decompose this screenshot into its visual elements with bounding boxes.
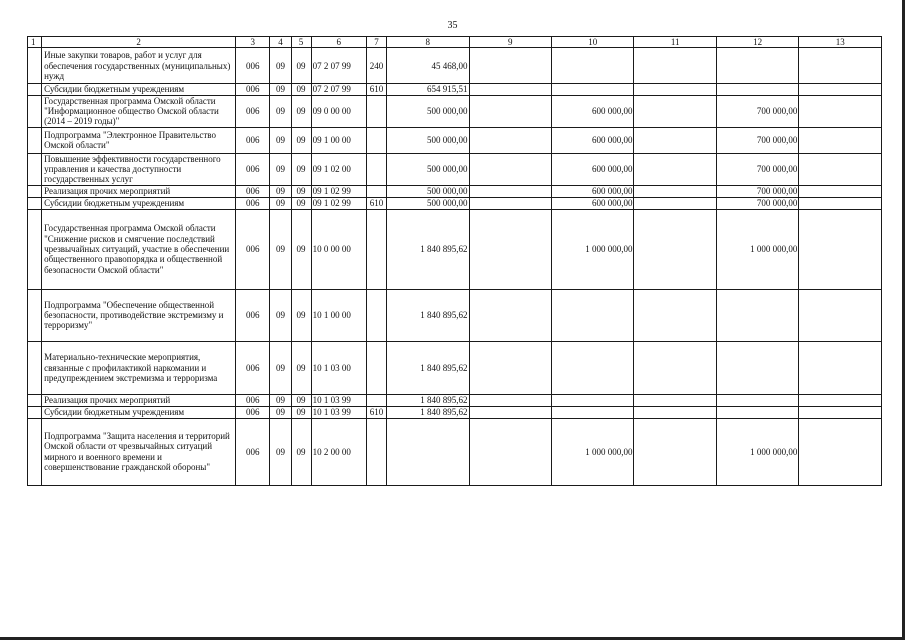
amount-col13-cell bbox=[799, 289, 882, 341]
table-row bbox=[28, 48, 882, 84]
section-code-cell: 09 bbox=[270, 197, 291, 209]
expense-type-cell bbox=[366, 394, 386, 406]
amount-col8-cell: 45 468,00 bbox=[387, 48, 469, 84]
subsection-code-cell: 09 bbox=[291, 394, 311, 406]
amount-col11-cell bbox=[634, 185, 716, 197]
column-number: 7 bbox=[366, 37, 386, 48]
amount-col10-cell: 1 000 000,00 bbox=[551, 418, 633, 485]
amount-col10-cell: 600 000,00 bbox=[551, 197, 633, 209]
expense-type-cell bbox=[366, 289, 386, 341]
table-row bbox=[28, 185, 882, 197]
expense-type-cell: 610 bbox=[366, 197, 386, 209]
subsection-code-cell: 09 bbox=[291, 127, 311, 153]
column-number-row bbox=[28, 37, 882, 48]
target-article-cell: 10 1 03 99 bbox=[311, 394, 366, 406]
amount-col8-cell: 1 840 895,62 bbox=[387, 394, 469, 406]
row-name-cell: Субсидии бюджетным учреждениям bbox=[42, 406, 236, 418]
amount-col13-cell bbox=[799, 84, 882, 95]
amount-col11-cell bbox=[634, 153, 716, 185]
column-number: 6 bbox=[311, 37, 366, 48]
amount-col12-cell: 700 000,00 bbox=[716, 95, 798, 127]
amount-col11-cell bbox=[634, 48, 716, 84]
table-row bbox=[28, 418, 882, 485]
amount-col9-cell bbox=[469, 95, 551, 127]
subsection-code-cell: 09 bbox=[291, 48, 311, 84]
subsection-code-cell: 09 bbox=[291, 197, 311, 209]
subsection-code-cell: 09 bbox=[291, 341, 311, 394]
amount-col9-cell bbox=[469, 418, 551, 485]
row-name-cell: Реализация прочих мероприятий bbox=[42, 185, 236, 197]
expense-type-cell bbox=[366, 418, 386, 485]
target-article-cell: 10 1 00 00 bbox=[311, 289, 366, 341]
target-article-cell: 09 1 00 00 bbox=[311, 127, 366, 153]
amount-col12-cell bbox=[716, 341, 798, 394]
amount-col9-cell bbox=[469, 185, 551, 197]
ministry-code-cell: 006 bbox=[236, 406, 270, 418]
column-number: 12 bbox=[716, 37, 798, 48]
subsection-code-cell: 09 bbox=[291, 84, 311, 95]
amount-col12-cell: 700 000,00 bbox=[716, 153, 798, 185]
expense-type-cell bbox=[366, 153, 386, 185]
table-row bbox=[28, 153, 882, 185]
amount-col10-cell bbox=[551, 48, 633, 84]
row-number-cell bbox=[28, 185, 42, 197]
target-article-cell: 10 2 00 00 bbox=[311, 418, 366, 485]
row-number-cell bbox=[28, 418, 42, 485]
column-number: 8 bbox=[387, 37, 469, 48]
amount-col8-cell: 1 840 895,62 bbox=[387, 341, 469, 394]
target-article-cell: 09 1 02 99 bbox=[311, 197, 366, 209]
amount-col10-cell: 600 000,00 bbox=[551, 185, 633, 197]
amount-col13-cell bbox=[799, 341, 882, 394]
row-name-cell: Материально-технические мероприятия, связанные с профилактикой наркомании и предупреждением экстремизма и терроризма bbox=[42, 341, 236, 394]
target-article-cell: 07 2 07 99 bbox=[311, 84, 366, 95]
row-number-cell bbox=[28, 341, 42, 394]
row-number-cell bbox=[28, 153, 42, 185]
column-number: 4 bbox=[270, 37, 291, 48]
amount-col13-cell bbox=[799, 394, 882, 406]
row-number-cell bbox=[28, 289, 42, 341]
amount-col13-cell bbox=[799, 48, 882, 84]
row-name-cell: Иные закупки товаров, работ и услуг для обеспечения государственных (муниципальных) нужд bbox=[42, 48, 236, 84]
table-row bbox=[28, 209, 882, 289]
amount-col11-cell bbox=[634, 394, 716, 406]
amount-col12-cell bbox=[716, 394, 798, 406]
amount-col8-cell: 500 000,00 bbox=[387, 197, 469, 209]
table-row bbox=[28, 341, 882, 394]
row-name-cell: Субсидии бюджетным учреждениям bbox=[42, 197, 236, 209]
target-article-cell: 09 1 02 99 bbox=[311, 185, 366, 197]
target-article-cell: 09 0 00 00 bbox=[311, 95, 366, 127]
amount-col12-cell bbox=[716, 84, 798, 95]
section-code-cell: 09 bbox=[270, 153, 291, 185]
row-number-cell bbox=[28, 95, 42, 127]
column-number: 5 bbox=[291, 37, 311, 48]
expense-type-cell: 610 bbox=[366, 406, 386, 418]
amount-col10-cell bbox=[551, 84, 633, 95]
amount-col11-cell bbox=[634, 418, 716, 485]
amount-col9-cell bbox=[469, 127, 551, 153]
section-code-cell: 09 bbox=[270, 394, 291, 406]
section-code-cell: 09 bbox=[270, 84, 291, 95]
amount-col8-cell: 1 840 895,62 bbox=[387, 406, 469, 418]
subsection-code-cell: 09 bbox=[291, 289, 311, 341]
subsection-code-cell: 09 bbox=[291, 418, 311, 485]
row-number-cell bbox=[28, 127, 42, 153]
amount-col11-cell bbox=[634, 84, 716, 95]
subsection-code-cell: 09 bbox=[291, 185, 311, 197]
amount-col12-cell: 700 000,00 bbox=[716, 197, 798, 209]
column-number: 1 bbox=[28, 37, 42, 48]
amount-col9-cell bbox=[469, 197, 551, 209]
amount-col13-cell bbox=[799, 197, 882, 209]
target-article-cell: 09 1 02 00 bbox=[311, 153, 366, 185]
target-article-cell: 10 1 03 00 bbox=[311, 341, 366, 394]
amount-col13-cell bbox=[799, 153, 882, 185]
table-row bbox=[28, 84, 882, 95]
amount-col11-cell bbox=[634, 127, 716, 153]
row-name-cell: Подпрограмма "Электронное Правительство Омской области" bbox=[42, 127, 236, 153]
amount-col8-cell: 500 000,00 bbox=[387, 153, 469, 185]
row-number-cell bbox=[28, 394, 42, 406]
table-row bbox=[28, 197, 882, 209]
subsection-code-cell: 09 bbox=[291, 406, 311, 418]
row-number-cell bbox=[28, 84, 42, 95]
ministry-code-cell: 006 bbox=[236, 127, 270, 153]
column-number: 3 bbox=[236, 37, 270, 48]
amount-col10-cell bbox=[551, 406, 633, 418]
amount-col12-cell: 1 000 000,00 bbox=[716, 418, 798, 485]
row-name-cell: Государственная программа Омской области "Снижение рисков и смягчение последствий чрезвычайных ситуаций, участие в обеспечении общественного правопорядка и общественной безопасности Омской области" bbox=[42, 209, 236, 289]
row-name-cell: Подпрограмма "Обеспечение общественной безопасности, противодействие экстремизму и терроризму" bbox=[42, 289, 236, 341]
row-name-cell: Подпрограмма "Защита населения и территорий Омской области от чрезвычайных ситуаций мирного и военного времени и совершенствование гражданской обороны" bbox=[42, 418, 236, 485]
column-number: 2 bbox=[42, 37, 236, 48]
page-number: 35 bbox=[447, 20, 458, 31]
ministry-code-cell: 006 bbox=[236, 418, 270, 485]
expense-type-cell bbox=[366, 95, 386, 127]
amount-col12-cell bbox=[716, 48, 798, 84]
amount-col9-cell bbox=[469, 341, 551, 394]
table-body bbox=[28, 48, 882, 485]
row-name-cell: Государственная программа Омской области "Информационное общество Омской области (2014 – 2019 годы)" bbox=[42, 95, 236, 127]
ministry-code-cell: 006 bbox=[236, 84, 270, 95]
amount-col12-cell bbox=[716, 289, 798, 341]
column-number: 13 bbox=[799, 37, 882, 48]
expense-type-cell bbox=[366, 209, 386, 289]
amount-col8-cell: 500 000,00 bbox=[387, 127, 469, 153]
amount-col9-cell bbox=[469, 289, 551, 341]
row-number-cell bbox=[28, 48, 42, 84]
table-row bbox=[28, 127, 882, 153]
table-row bbox=[28, 406, 882, 418]
amount-col12-cell: 700 000,00 bbox=[716, 127, 798, 153]
section-code-cell: 09 bbox=[270, 406, 291, 418]
amount-col11-cell bbox=[634, 341, 716, 394]
section-code-cell: 09 bbox=[270, 289, 291, 341]
row-name-cell: Субсидии бюджетным учреждениям bbox=[42, 84, 236, 95]
ministry-code-cell: 006 bbox=[236, 197, 270, 209]
row-name-cell: Повышение эффективности государственного управления и качества доступности государственных услуг bbox=[42, 153, 236, 185]
table-row bbox=[28, 95, 882, 127]
ministry-code-cell: 006 bbox=[236, 95, 270, 127]
amount-col10-cell: 600 000,00 bbox=[551, 153, 633, 185]
amount-col12-cell: 700 000,00 bbox=[716, 185, 798, 197]
amount-col11-cell bbox=[634, 209, 716, 289]
column-number: 9 bbox=[469, 37, 551, 48]
amount-col12-cell: 1 000 000,00 bbox=[716, 209, 798, 289]
row-number-cell bbox=[28, 209, 42, 289]
amount-col12-cell bbox=[716, 406, 798, 418]
amount-col10-cell: 600 000,00 bbox=[551, 127, 633, 153]
amount-col11-cell bbox=[634, 95, 716, 127]
table-row bbox=[28, 289, 882, 341]
amount-col8-cell: 1 840 895,62 bbox=[387, 289, 469, 341]
section-code-cell: 09 bbox=[270, 95, 291, 127]
row-name-cell: Реализация прочих мероприятий bbox=[42, 394, 236, 406]
row-number-cell bbox=[28, 197, 42, 209]
ministry-code-cell: 006 bbox=[236, 48, 270, 84]
amount-col10-cell bbox=[551, 289, 633, 341]
subsection-code-cell: 09 bbox=[291, 209, 311, 289]
table-row bbox=[28, 394, 882, 406]
amount-col11-cell bbox=[634, 197, 716, 209]
subsection-code-cell: 09 bbox=[291, 153, 311, 185]
expense-type-cell bbox=[366, 341, 386, 394]
amount-col8-cell: 500 000,00 bbox=[387, 95, 469, 127]
amount-col13-cell bbox=[799, 95, 882, 127]
column-number: 10 bbox=[551, 37, 633, 48]
section-code-cell: 09 bbox=[270, 127, 291, 153]
target-article-cell: 10 1 03 99 bbox=[311, 406, 366, 418]
ministry-code-cell: 006 bbox=[236, 185, 270, 197]
amount-col10-cell bbox=[551, 394, 633, 406]
amount-col10-cell: 1 000 000,00 bbox=[551, 209, 633, 289]
ministry-code-cell: 006 bbox=[236, 209, 270, 289]
amount-col13-cell bbox=[799, 418, 882, 485]
target-article-cell: 10 0 00 00 bbox=[311, 209, 366, 289]
amount-col11-cell bbox=[634, 406, 716, 418]
amount-col13-cell bbox=[799, 209, 882, 289]
amount-col11-cell bbox=[634, 289, 716, 341]
ministry-code-cell: 006 bbox=[236, 289, 270, 341]
amount-col8-cell: 1 840 895,62 bbox=[387, 209, 469, 289]
section-code-cell: 09 bbox=[270, 209, 291, 289]
expense-type-cell: 610 bbox=[366, 84, 386, 95]
amount-col8-cell bbox=[387, 418, 469, 485]
row-number-cell bbox=[28, 406, 42, 418]
expense-type-cell: 240 bbox=[366, 48, 386, 84]
target-article-cell: 07 2 07 99 bbox=[311, 48, 366, 84]
amount-col10-cell: 600 000,00 bbox=[551, 95, 633, 127]
amount-col13-cell bbox=[799, 185, 882, 197]
ministry-code-cell: 006 bbox=[236, 341, 270, 394]
expense-type-cell bbox=[366, 127, 386, 153]
amount-col13-cell bbox=[799, 127, 882, 153]
amount-col9-cell bbox=[469, 209, 551, 289]
amount-col9-cell bbox=[469, 394, 551, 406]
amount-col9-cell bbox=[469, 48, 551, 84]
budget-table bbox=[27, 36, 882, 486]
section-code-cell: 09 bbox=[270, 418, 291, 485]
section-code-cell: 09 bbox=[270, 185, 291, 197]
expense-type-cell bbox=[366, 185, 386, 197]
amount-col8-cell: 654 915,51 bbox=[387, 84, 469, 95]
amount-col13-cell bbox=[799, 406, 882, 418]
ministry-code-cell: 006 bbox=[236, 153, 270, 185]
amount-col8-cell: 500 000,00 bbox=[387, 185, 469, 197]
section-code-cell: 09 bbox=[270, 341, 291, 394]
ministry-code-cell: 006 bbox=[236, 394, 270, 406]
column-number: 11 bbox=[634, 37, 716, 48]
section-code-cell: 09 bbox=[270, 48, 291, 84]
amount-col10-cell bbox=[551, 341, 633, 394]
amount-col9-cell bbox=[469, 153, 551, 185]
subsection-code-cell: 09 bbox=[291, 95, 311, 127]
amount-col9-cell bbox=[469, 406, 551, 418]
amount-col9-cell bbox=[469, 84, 551, 95]
